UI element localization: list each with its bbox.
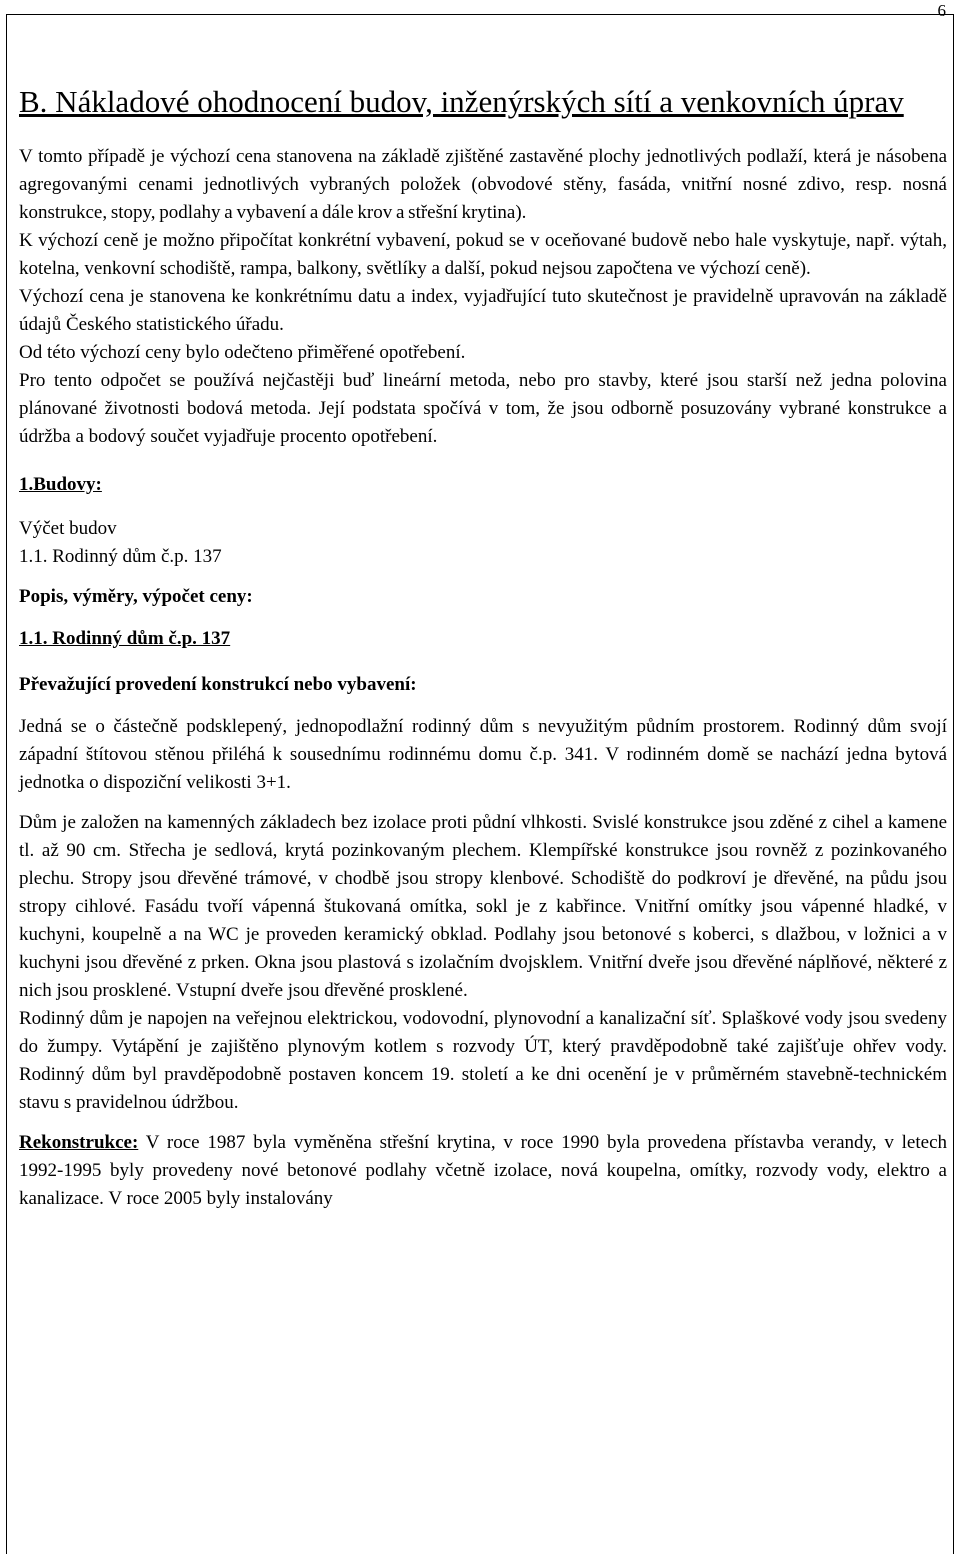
description-paragraph-1: Jedná se o částečně podsklepený, jednopodlažní rodinný dům s nevyužitým půdním prostorem. Rodinný dům svojí západní štítovou stěnou přiléhá k sousednímu rodinnému domu č.p. 341. V rodinném domě se nachází jedna bytová jednotka o dispoziční velikosti 3+1. [19,716,947,793]
description-paragraph-3: Rodinný dům je napojen na veřejnou elektrickou, vodovodní, plynovodní a kanalizační síť. Splaškové vody jsou svedeny do žumpy. Vytápění je zajištěno plynovým kotlem s rozvody ÚT, který pravděpodobně také zajišťuje ohřev vody. Rodinný dům byl pravděpodobně postaven koncem 19. století a ke dni ocenění je v průměrném stavebně-technickém stavu s pravidelnou údržbou. [19,1008,947,1113]
popis-heading: Popis, výměry, výpočet ceny: [19,586,253,607]
prevazujici-heading: Převažující provedení konstrukcí nebo vybavení: [19,674,417,695]
section-budovy: 1.Budovy: [19,474,102,495]
intro-paragraph-3: Výchozí cena je stanovena ke konkrétnímu datu a index, vyjadřující tuto skutečnost je pravidelně upravován na základě údajů Českého statistického úřadu. [19,286,947,335]
document-body [19,81,947,1213]
page-heading: B. Nákladové ohodnocení budov, inženýrských sítí a venkovních úprav [19,84,904,119]
page-number: 6 [937,1,946,20]
intro-paragraph-4: Od této výchozí ceny bylo odečteno přiměřené opotřebení. [19,342,466,363]
rekonstrukce-paragraph [19,1129,947,1213]
rekonstrukce-text: V roce 1987 byla vyměněna střešní krytina, v roce 1990 byla provedena přístavba verandy, v letech 1992-1995 byly provedeny nové betonové podlahy včetně izolace, nová koupelna, omítky, rozvody vody, elektro a kanalizace. V roce 2005 byly instalovány [19,1132,947,1209]
vycet-label: Výčet budov [19,518,117,539]
intro-paragraph-2: K výchozí ceně je možno připočítat konkrétní vybavení, pokud se v oceňované budově nebo hale vyskytuje, např. výtah, kotelna, venkovní schodiště, rampa, balkony, světlíky a další, pokud nejsou započtena ve výchozí ceně). [19,230,947,279]
building-heading: 1.1. Rodinný dům č.p. 137 [19,628,231,649]
rekonstrukce-label: Rekonstrukce: [19,1132,139,1153]
vycet-item: 1.1. Rodinný dům č.p. 137 [19,546,222,567]
description-paragraph-2: Dům je založen na kamenných základech bez izolace proti půdní vlhkosti. Svislé konstrukce jsou zděné z cihel a kamene tl. až 90 cm. Střecha je sedlová, krytá pozinkovaným plechem. Klempířské konstrukce jsou rovněž z pozinkovaného plechu. Stropy jsou dřevěné trámové, v chodbě jsou stropy klenbové. Schodiště do podkroví je dřevěné, na půdu jsou stropy cihlové. Fasádu tvoří vápenná štukovaná omítka, sokl je z kabřince. Vnitřní omítky jsou vápenné hladké, v kuchyni, koupelně a na WC je proveden keramický obklad. Podlahy jsou betonové s koberci, s dlažbou, v ložnici a v kuchyni jsou dřevěné z prken. Okna jsou plastová s izolačním dvojsklem. Vnitřní dveře jsou dřevěné náplňové, některé z nich jsou prosklené. Vstupní dveře jsou dřevěné prosklené. [19,812,947,1001]
intro-paragraph-1: V tomto případě je výchozí cena stanovena na základě zjištěné zastavěné plochy jednotlivých podlaží, která je násobena agregovanými cenami jednotlivých vybraných položek (obvodové stěny, fasáda, vnitřní nosné zdivo, resp. nosná konstrukce, stopy, podlahy a vybavení a dále krov a střešní krytina). [19,146,947,223]
intro-paragraph-5: Pro tento odpočet se používá nejčastěji buď lineární metoda, nebo pro stavby, které jsou starší než jedna polovina plánované životnosti bodová metoda. Její podstata spočívá v tom, že jsou odborně posuzovány vybrané konstrukce a údržba a bodový součet vyjadřuje procento opotřebení. [19,370,947,447]
